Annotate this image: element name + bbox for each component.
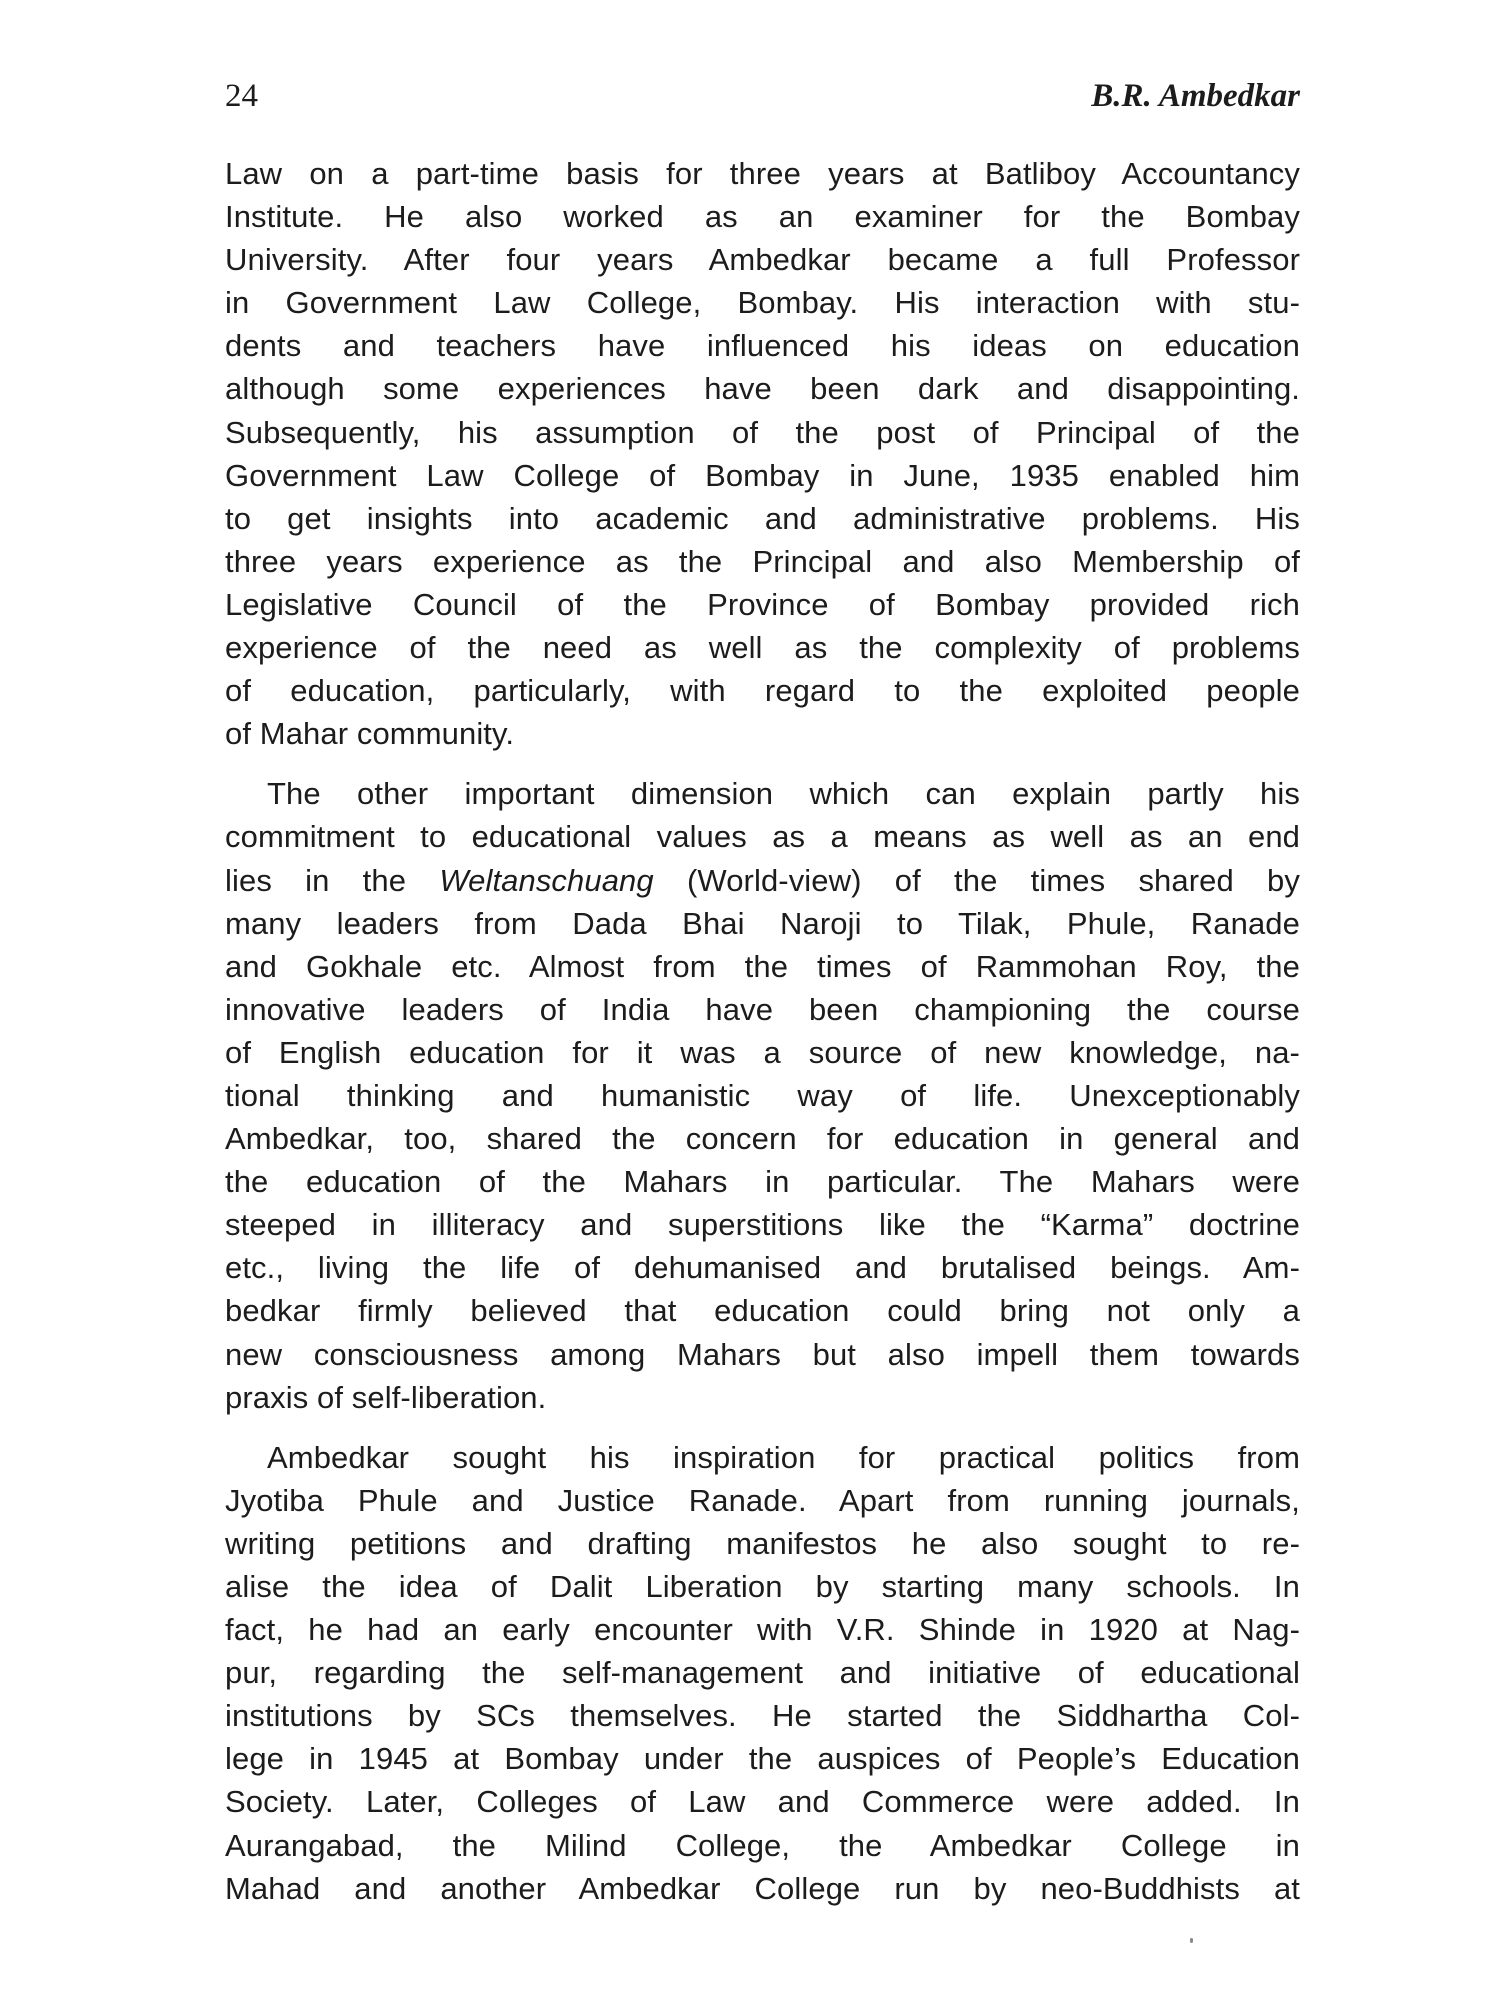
text-line: of English education for it was a source of new knowledge, na- xyxy=(225,1034,1300,1070)
text-line: writing petitions and drafting manifestos he also sought to re- xyxy=(225,1525,1300,1561)
text-line: Institute. He also worked as an examiner for the Bombay xyxy=(225,199,1300,235)
text-line: tional thinking and humanistic way of life. Unexceptionably xyxy=(225,1077,1300,1113)
text-line: in Government Law College, Bombay. His interaction with stu- xyxy=(225,285,1300,321)
text-line: institutions by SCs themselves. He started the Siddhartha Col- xyxy=(225,1698,1300,1734)
text-line: steeped in illiteracy and superstitions like the “Karma” doctrine xyxy=(225,1207,1300,1243)
text-line: many leaders from Dada Bhai Naroji to Tilak, Phule, Ranade xyxy=(225,905,1300,941)
text-line: Ambedkar sought his inspiration for practical politics from xyxy=(267,1439,1300,1475)
running-head: B.R. Ambedkar xyxy=(1091,78,1300,114)
text-line: Society. Later, Colleges of Law and Commerce were added. In xyxy=(225,1784,1300,1820)
paragraph-2 xyxy=(225,772,1300,1418)
text-line: dents and teachers have influenced his ideas on education xyxy=(225,328,1300,364)
text-line: experience of the need as well as the complexity of problems xyxy=(225,630,1300,666)
text-line: Law on a part-time basis for three years at Batliboy Accountancy xyxy=(225,156,1300,191)
text-line: Ambedkar, too, shared the concern for education in general and xyxy=(225,1121,1300,1157)
page-header xyxy=(225,76,1300,126)
text-line: of education, particularly, with regard to the exploited people xyxy=(225,673,1300,709)
text-line: Jyotiba Phule and Justice Ranade. Apart from running journals, xyxy=(225,1482,1300,1518)
text-line: praxis of self-liberation. xyxy=(225,1379,547,1415)
text-line: Mahad and another Ambedkar College run by neo-Buddhists at xyxy=(225,1870,1300,1906)
text-line: and Gokhale etc. Almost from the times of Rammohan Roy, the xyxy=(225,948,1300,984)
text-line: bedkar firmly believed that education could bring not only a xyxy=(225,1293,1300,1329)
text-line: The other important dimension which can explain partly his xyxy=(267,776,1300,812)
italic-term: Weltanschuang xyxy=(439,862,654,898)
text-segment: (World-view) of the times shared by xyxy=(653,862,1300,898)
text-line: Aurangabad, the Milind College, the Ambedkar College in xyxy=(225,1827,1300,1863)
paragraph-3 xyxy=(225,1436,1300,1910)
text-line: although some experiences have been dark and disappointing. xyxy=(225,371,1300,407)
text-line: commitment to educational values as a means as well as an end xyxy=(225,819,1300,855)
text-line-with-italic xyxy=(225,859,1300,902)
text-line: lege in 1945 at Bombay under the auspices of People’s Education xyxy=(225,1741,1300,1777)
text-line: etc., living the life of dehumanised and brutalised beings. Am- xyxy=(225,1250,1300,1286)
body-text xyxy=(225,152,1300,1910)
text-line: Government Law College of Bombay in June, 1935 enabled him xyxy=(225,457,1300,493)
text-line: University. After four years Ambedkar became a full Professor xyxy=(225,242,1300,278)
text-line: three years experience as the Principal and also Membership of xyxy=(225,543,1300,579)
text-line: to get insights into academic and administrative problems. His xyxy=(225,500,1300,536)
text-line: Subsequently, his assumption of the post of Principal of the xyxy=(225,414,1300,450)
text-line: Legislative Council of the Province of Bombay provided rich xyxy=(225,586,1300,622)
text-line: innovative leaders of India have been championing the course xyxy=(225,991,1300,1027)
paragraph-1 xyxy=(225,152,1300,755)
text-line: new consciousness among Mahars but also impell them towards xyxy=(225,1336,1300,1372)
text-line: alise the idea of Dalit Liberation by starting many schools. In xyxy=(225,1569,1300,1604)
text-line: fact, he had an early encounter with V.R. Shinde in 1920 at Nag- xyxy=(225,1612,1300,1648)
text-line: the education of the Mahars in particular. The Mahars were xyxy=(225,1164,1300,1200)
page-number: 24 xyxy=(225,78,258,114)
text-line: pur, regarding the self-management and initiative of educational xyxy=(225,1655,1300,1691)
text-segment: lies in the xyxy=(225,862,440,898)
scan-speck xyxy=(1190,1938,1193,1943)
text-line: of Mahar community. xyxy=(225,716,515,752)
